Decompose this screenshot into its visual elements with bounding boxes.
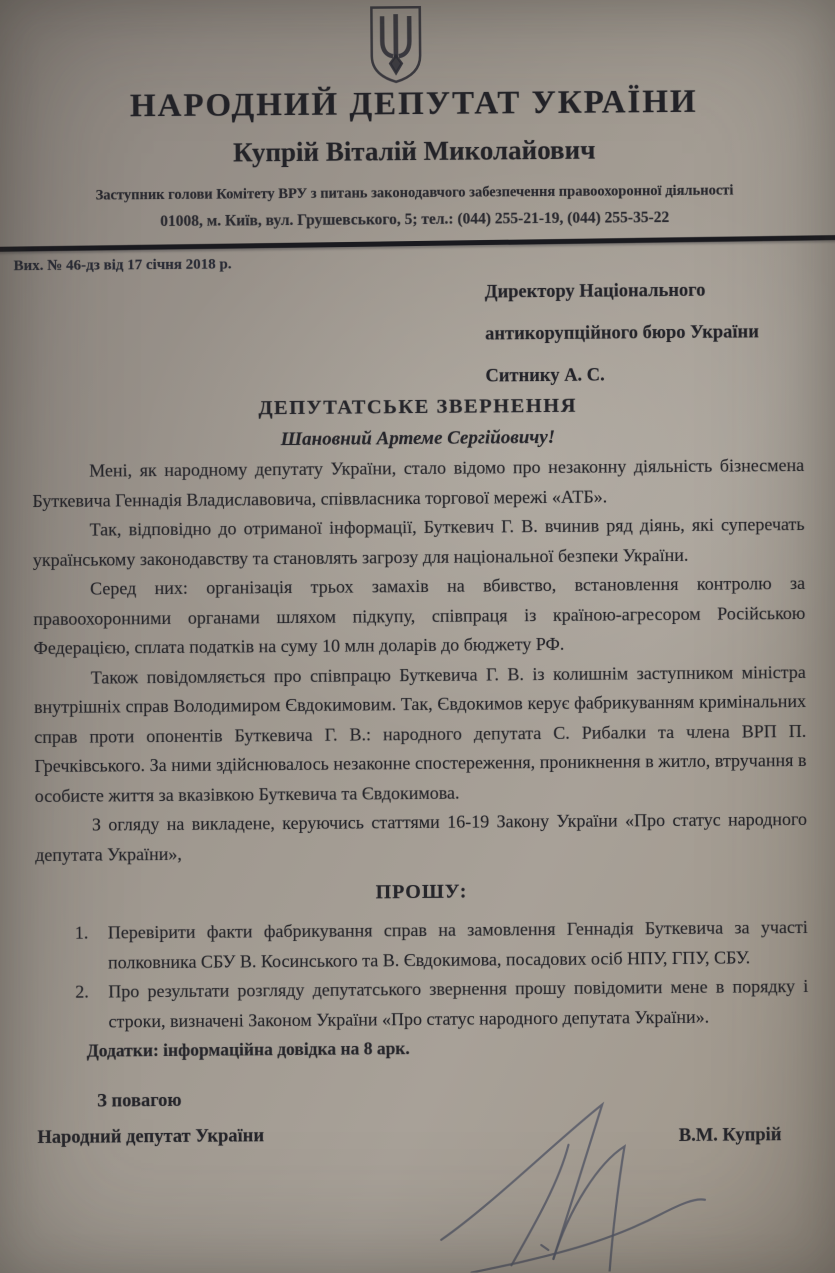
org-title: НАРОДНИЙ ДЕПУТАТ УКРАЇНИ [129,83,698,125]
handwritten-signature-icon [412,1086,713,1273]
addressee-line: Директору Національного [484,280,706,303]
deputy-position-line: Заступник голови Комітету ВРУ з питань законодавчого забезпечення правоохоронної діяльності [95,182,734,204]
request-list [36,913,809,1037]
paragraph: З огляду на викладене, керуючись статтями 16-19 Закону України «Про статус народного депутата України», [35,808,808,865]
addressee-line: Ситнику А. С. [485,365,605,387]
paragraph: Також повідомляється про співпрацю Буткевича Г. В. із колишнім заступником міністра внутрішніх справ Володимиром Євдокимовим. Так, Євдокимов керує фабрикуванням кримінальних справ проти опонентів Буткевича Г. В.: народного депутата С. Рибалки та члена ВРП П. Гречківського. За ними здійснювалось незаконне спостереження, проникнення в житло, втручання в особисте життя за вказівкою Буткевича та Євдокимова. [33,661,807,806]
request-item [74,913,808,977]
addressee-block [485,269,760,397]
request-heading: ПРОШУ: [375,880,468,904]
letter-body [32,393,810,1156]
paragraph: Так, відповідно до отриманої інформації, Буткевич Г. В. вчинив ряд діянь, які суперечать українському законодавству та становлять загрозу для національної безпеки України. [32,513,805,570]
paragraph: Мені, як народному депутату України, стало відомо про незаконну діяльність бізнесмена Буткевича Геннадія Владиславовича, співвласника торгової мережі «АТБ». [32,454,805,511]
request-item-number: 2. [75,981,89,1002]
salutation: Шановний Артеме Сергійовичу! [280,426,556,451]
reference-number: Вих. № 46-дз від 17 січня 2018 р. [13,256,232,275]
deputy-name: Купрій Віталій Миколайович [232,134,596,168]
ukraine-trident-coat-of-arms-icon [367,4,426,84]
valediction: З повагою [97,1090,182,1112]
contact-line: 01008, м. Київ, вул. Грушевського, 5; тел.: (044) 255-21-19, (044) 255-35-22 [160,209,670,231]
attachments-line: Додатки: інформаційна довідка на 8 арк. [86,1038,410,1061]
paragraph: Серед них: організація трьох замахів на вбивство, встановлення контролю за правоохоронними органами шляхом підкупу, співпраця із країною-агресором Російською Федерацією, сплата податків на суму 10 млн доларів до бюджету РФ. [33,572,806,659]
request-item-text: Про результати розгляду депутатського звернення прошу повідомити мене в порядку і строки, визначені Законом України «Про статус народного депутата України». [108,975,809,1031]
document-title: ДЕПУТАТСЬКЕ ЗВЕРНЕННЯ [258,394,578,420]
signer-position: Народний депутат України [37,1126,265,1149]
letterhead-divider [0,235,835,252]
request-item-number: 1. [74,922,89,943]
request-item-text: Перевірити факти фабрикування справ на замовлення Геннадія Буткевича за участі полковника СБУ В. Косинського та В. Євдокимова, посадових осіб НПУ, ГПУ, СБУ. [107,916,808,972]
closing-left [37,1082,264,1156]
request-item [75,972,809,1036]
addressee-line: антикорупційного бюро України [485,322,759,345]
signer-name: В.М. Купрій [678,1125,782,1146]
